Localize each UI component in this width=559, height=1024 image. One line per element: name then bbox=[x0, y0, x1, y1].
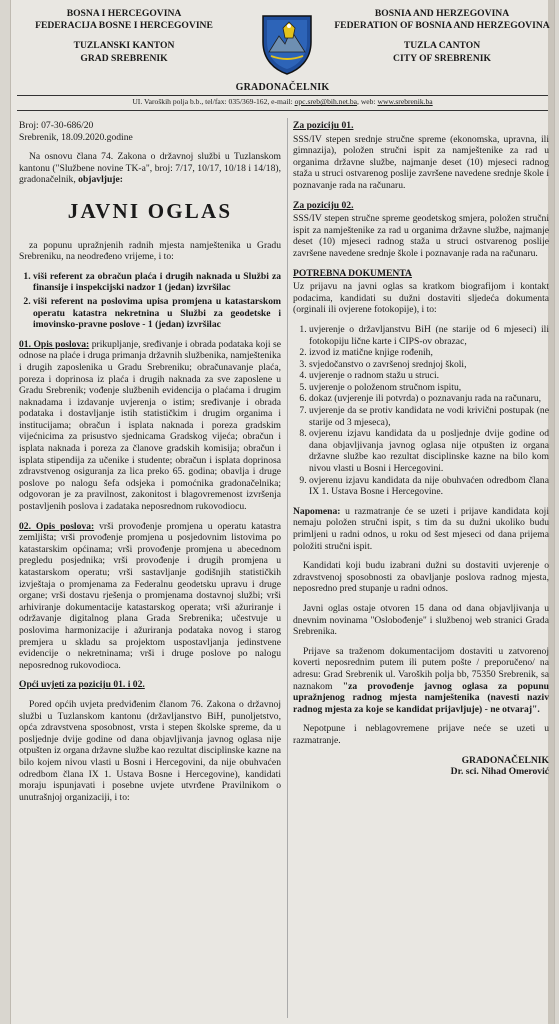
preamble bbox=[19, 151, 281, 186]
header-left bbox=[19, 8, 229, 65]
reference-number: Broj: 07-30-686/20 bbox=[19, 120, 94, 131]
right-column bbox=[293, 120, 549, 778]
header-right-line: FEDERATION OF BOSNIA AND HERZEGOVINA bbox=[334, 20, 550, 32]
required-documents-intro: Uz prijavu na javni oglas sa kratkom biografijom i kontakt podacima, kandidati su dužni dostaviti sljedeća dokumenta (orginali ili ovjerene fotokopije), i to: bbox=[293, 281, 549, 316]
document-item: 9. ovjerenu izjavu kandidata da nije obuhvaćen odredbom člana IX 1. Ustava Bosne i Hercegovine. bbox=[309, 475, 549, 498]
column-divider bbox=[287, 118, 288, 1018]
document-item: 8. ovjerenu izjavu kandidata da u posljednje dvije godine od dana objavljivanja javnog oglasa nije otpušten iz organa državne službe kao rezultat disciplinske kazne na bilo kom nivou vlasti u Bosni i Hercegovini. bbox=[309, 428, 549, 474]
documents-list bbox=[293, 324, 549, 498]
document-date: Srebrenik, 18.09.2020.godine bbox=[19, 131, 133, 143]
signature-title: GRADONAČELNIK bbox=[461, 754, 549, 766]
header-left-line: GRAD SREBRENIK bbox=[80, 52, 168, 64]
document-item: 5. uvjerenje o položenom stručnom ispitu, bbox=[309, 382, 549, 394]
contact-line bbox=[11, 97, 554, 106]
note-label: Napomena: bbox=[293, 505, 341, 517]
ad-intro: za popunu upražnjenih radnih mjesta namještenika u Gradu Srebreniku, na neodređeno vrijeme, i to: bbox=[19, 239, 281, 263]
applications-text: Prijave sa traženom dokumentacijom dostaviti u zatvorenoj koverti neposrednim putem ili putem pošte / preporučeno/ na adresu: Grad Srebrenik ul. Varoških polja bb, 75350 Srebrenik, sa naznakom bbox=[293, 645, 549, 692]
job-description-2-label: 02. Opis poslova: bbox=[19, 520, 95, 532]
positions-list bbox=[19, 271, 281, 331]
header-left-line: FEDERACIJA BOSNE I HERCEGOVINE bbox=[35, 20, 213, 32]
envelope-marking: "za provođenje javnog oglasa za popunu upražnjenog radnog mjesta namještenika (navesti naziv radnog mjesta za koje se kandidat prijavljuje) - ne otvaraj". bbox=[293, 680, 549, 715]
document-item: 1. uvjerenje o državljanstvu BiH (ne starije od 6 mjeseci) ili fotokopiju lične karte i CIPS-ov obrazac, bbox=[309, 324, 549, 347]
newspaper-page bbox=[10, 0, 555, 1024]
selected-candidates-paragraph: Kandidati koji budu izabrani dužni su dostaviti uvjerenje o zdravstvenoj sposobnosti za obavljanje poslova radnog mjesta, neposredno pred stupanje u radni odnos. bbox=[293, 560, 549, 595]
document-item: 4. uvjerenje o radnom stažu u struci. bbox=[309, 370, 549, 382]
general-conditions-text: Pored općih uvjeta predviđenim članom 76. Zakona o državnoj službi u Tuzlanskom kantonu (državljanstvo BiH, punoljetstvo, opća zdravstvena sposobnost, vrsta i stepen školske spreme, da u posljednje dvije godine od dana objavljivanja javnog oglasa nije otpušten iz organa državne službe kao rezultat disciplinske kazne na bilo kojem nivou vlasti u Bosni i Hercegovini, da nije obuhvaćen odredbom člana IX 1. Ustava Bosne i Hercegovine), kandidati moraju ispunjavati i posebne uvjete utvrđene Pravilnikom o unutrašnjoj organizaciji, i to: bbox=[19, 698, 281, 803]
web-prefix: , web: bbox=[357, 97, 378, 106]
document-item: 3. svjedočanstvo o završenoj srednjoj školi, bbox=[309, 359, 549, 371]
header-rule-top bbox=[17, 95, 548, 96]
note-text: u razmatranje će se uzeti i prijave kandidata koji nemaju položen stručni ispit, s tim da su dužni ukoliko budu primljeni u radni odnos, u roku od šest mjeseci od dana prijema položiti stručni ispit. bbox=[293, 505, 549, 552]
job-description-2-text: vrši provođenje promjena u operatu katastra zemljišta; vrši provođenje promjena u posjedovnim listovima po katastarskim općinama; vrši provođenje promjena u abecednom pregledu posjednika; vrši provođenje i drugih promjena u katastarskom operatu; vrši sastavljanje godišnjih statističkih izvještaja o promjenama za Federalnu geodetsku upravu i druge organe; vrši dostavu rješenja o promjenama dostavnoj službi; vrši arhiviranje dokumentacije katastarskog operata; vrši ažuriranje i održavanje digitalnog plana Grada Srebrenika; učestvuje u poslovima harmonizacije i ažuriranja podataka novog i starog premjera u skladu sa projektom uspostavljanja jedinstvene evidencije o nekretninama; vrši i druge poslove po nalogu neposrednog rukovodioca. bbox=[19, 520, 281, 671]
header-left-line: TUZLANSKI KANTON bbox=[73, 40, 175, 52]
note-paragraph bbox=[293, 506, 549, 552]
header-right-line: TUZLA CANTON bbox=[403, 40, 481, 52]
email-link[interactable]: opc.sreb@bih.net.ba bbox=[294, 97, 358, 106]
incomplete-applications-paragraph: Nepotpune i neblagovremene prijave neće se uzeti u razmatranje. bbox=[293, 723, 549, 746]
header-right-line: BOSNIA AND HERZEGOVINA bbox=[374, 8, 510, 19]
signature-name: Dr. sci. Nihad Omerović bbox=[450, 766, 549, 778]
job-description-1 bbox=[19, 339, 281, 513]
header-right-line: CITY OF SREBRENIK bbox=[393, 52, 491, 64]
header-left-line: BOSNA I HERCEGOVINA bbox=[66, 8, 182, 19]
job-description-1-label: 01. Opis poslova: bbox=[19, 338, 90, 350]
preamble-verb: objavljuje: bbox=[78, 174, 123, 186]
srebrenik-coat-of-arms-icon bbox=[259, 12, 315, 76]
general-conditions-heading: Opći uvjeti za poziciju 01. i 02. bbox=[19, 679, 145, 691]
ad-title: JAVNI OGLAS bbox=[67, 198, 233, 223]
office-title: GRADONAČELNIK bbox=[235, 82, 330, 93]
position-1-requirements: SSS/IV stepen srednje stručne spreme (ekonomska, upravna, ili gimnazija), položen stručni ispit za namještenike za rad u organima državne službe, najmanje deset (10) mjeseci radnog staža u struci ostvarenog poslije završene navedene srednje škole i poznavanje rada na računaru. bbox=[293, 133, 549, 191]
preamble-text: Na osnovu člana 74. Zakona o državnoj službi u Tuzlanskom kantonu ("Službene novine TK-a", broj: 7/17, 10/17, 10/18 i 14/18), gradonačelnik, bbox=[19, 151, 281, 186]
header-right bbox=[327, 8, 555, 65]
applications-paragraph bbox=[293, 646, 549, 716]
web-link[interactable]: www.srebrenik.ba bbox=[377, 97, 433, 106]
position-item: 2. viši referent na poslovima upisa promjena u katastarskom operatu katastra nekretnina u Službi za geodetske i imovinsko-pravne poslove - 1 (jedan) izvršilac bbox=[33, 296, 281, 331]
position-2-requirements: SSS/IV stepen stručne spreme geodetskog smjera, položen stručni ispit za namještenike za rad u organima državne službe, najmanje deset (10) mjeseci radnog staža u struci ostvarenog poslije završene navedene srednje škole i poznavanje rada na računaru. bbox=[293, 213, 549, 259]
position-1-heading: Za poziciju 01. bbox=[293, 120, 354, 131]
ad-open-paragraph: Javni oglas ostaje otvoren 15 dana od dana objavljivanja u dnevnim novinama "Oslobođenje" i službenoj web stranici Grada Srebrenika. bbox=[293, 602, 549, 638]
document-item: 7. uvjerenje da se protiv kandidata ne vodi krivični postupak (ne starije od 3 mjeseca), bbox=[309, 405, 549, 428]
contact-address: UI. Varoških polja b.b., tel/fax: 035/369-162, e-mail: bbox=[132, 97, 295, 106]
job-description-1-text: prikupljanje, sređivanje i obrada podataka koji se odnose na plaće i druga primanja državnih službenika, namještenika i drugih zaposlenika u Gradu Srebreniku; obračunavanje plaća, poreza i doprinosa iz plaća i drugih naknada za sve zaposlene u Gradu Srebrenik; vođenje službenih evidencija o plaćama i drugim naknadama i izdavanje uvjerenja o istim; sređivanje i obrada podataka i dostavljanje istih statističkim i drugim organima i institucijama; obračun i isplata naknada i poreza gradskim vijećnicima za prisustvo sjednicama Gradskog vijeća; obračun i isplata naknada i poreza za članove gradskih komisija; obračun i isplata stipendija za učenike i studente; obračun i isplata doprinosa zdravstvenog osiguranja za lica preko 65. godina; obavlja i druge poslove po nalogu šefa odsjeka i pomoćnika gradonačelnika; odgovoran je za pravilnost, zakonitost i blagovremenost izvršenja postavljenih poslova i zadataka neposrednom rukovodiocu. bbox=[19, 338, 281, 513]
left-column bbox=[19, 120, 281, 811]
position-item: 1. viši referent za obračun plaća i drugih naknada u Službi za finansije i inspekcijski nadzor 1 (jedan) izvršilac bbox=[33, 271, 281, 294]
position-2-heading: Za poziciju 02. bbox=[293, 199, 354, 211]
required-documents-heading: POTREBNA DOKUMENTA bbox=[293, 267, 412, 279]
header-rule-bottom bbox=[17, 110, 548, 111]
document-item: 6. dokaz (uvjerenje ili potvrda) o poznavanju rada na računaru, bbox=[309, 393, 549, 405]
job-description-2 bbox=[19, 521, 281, 672]
document-item: 2. izvod iz matične knjige rođenih, bbox=[309, 347, 549, 359]
